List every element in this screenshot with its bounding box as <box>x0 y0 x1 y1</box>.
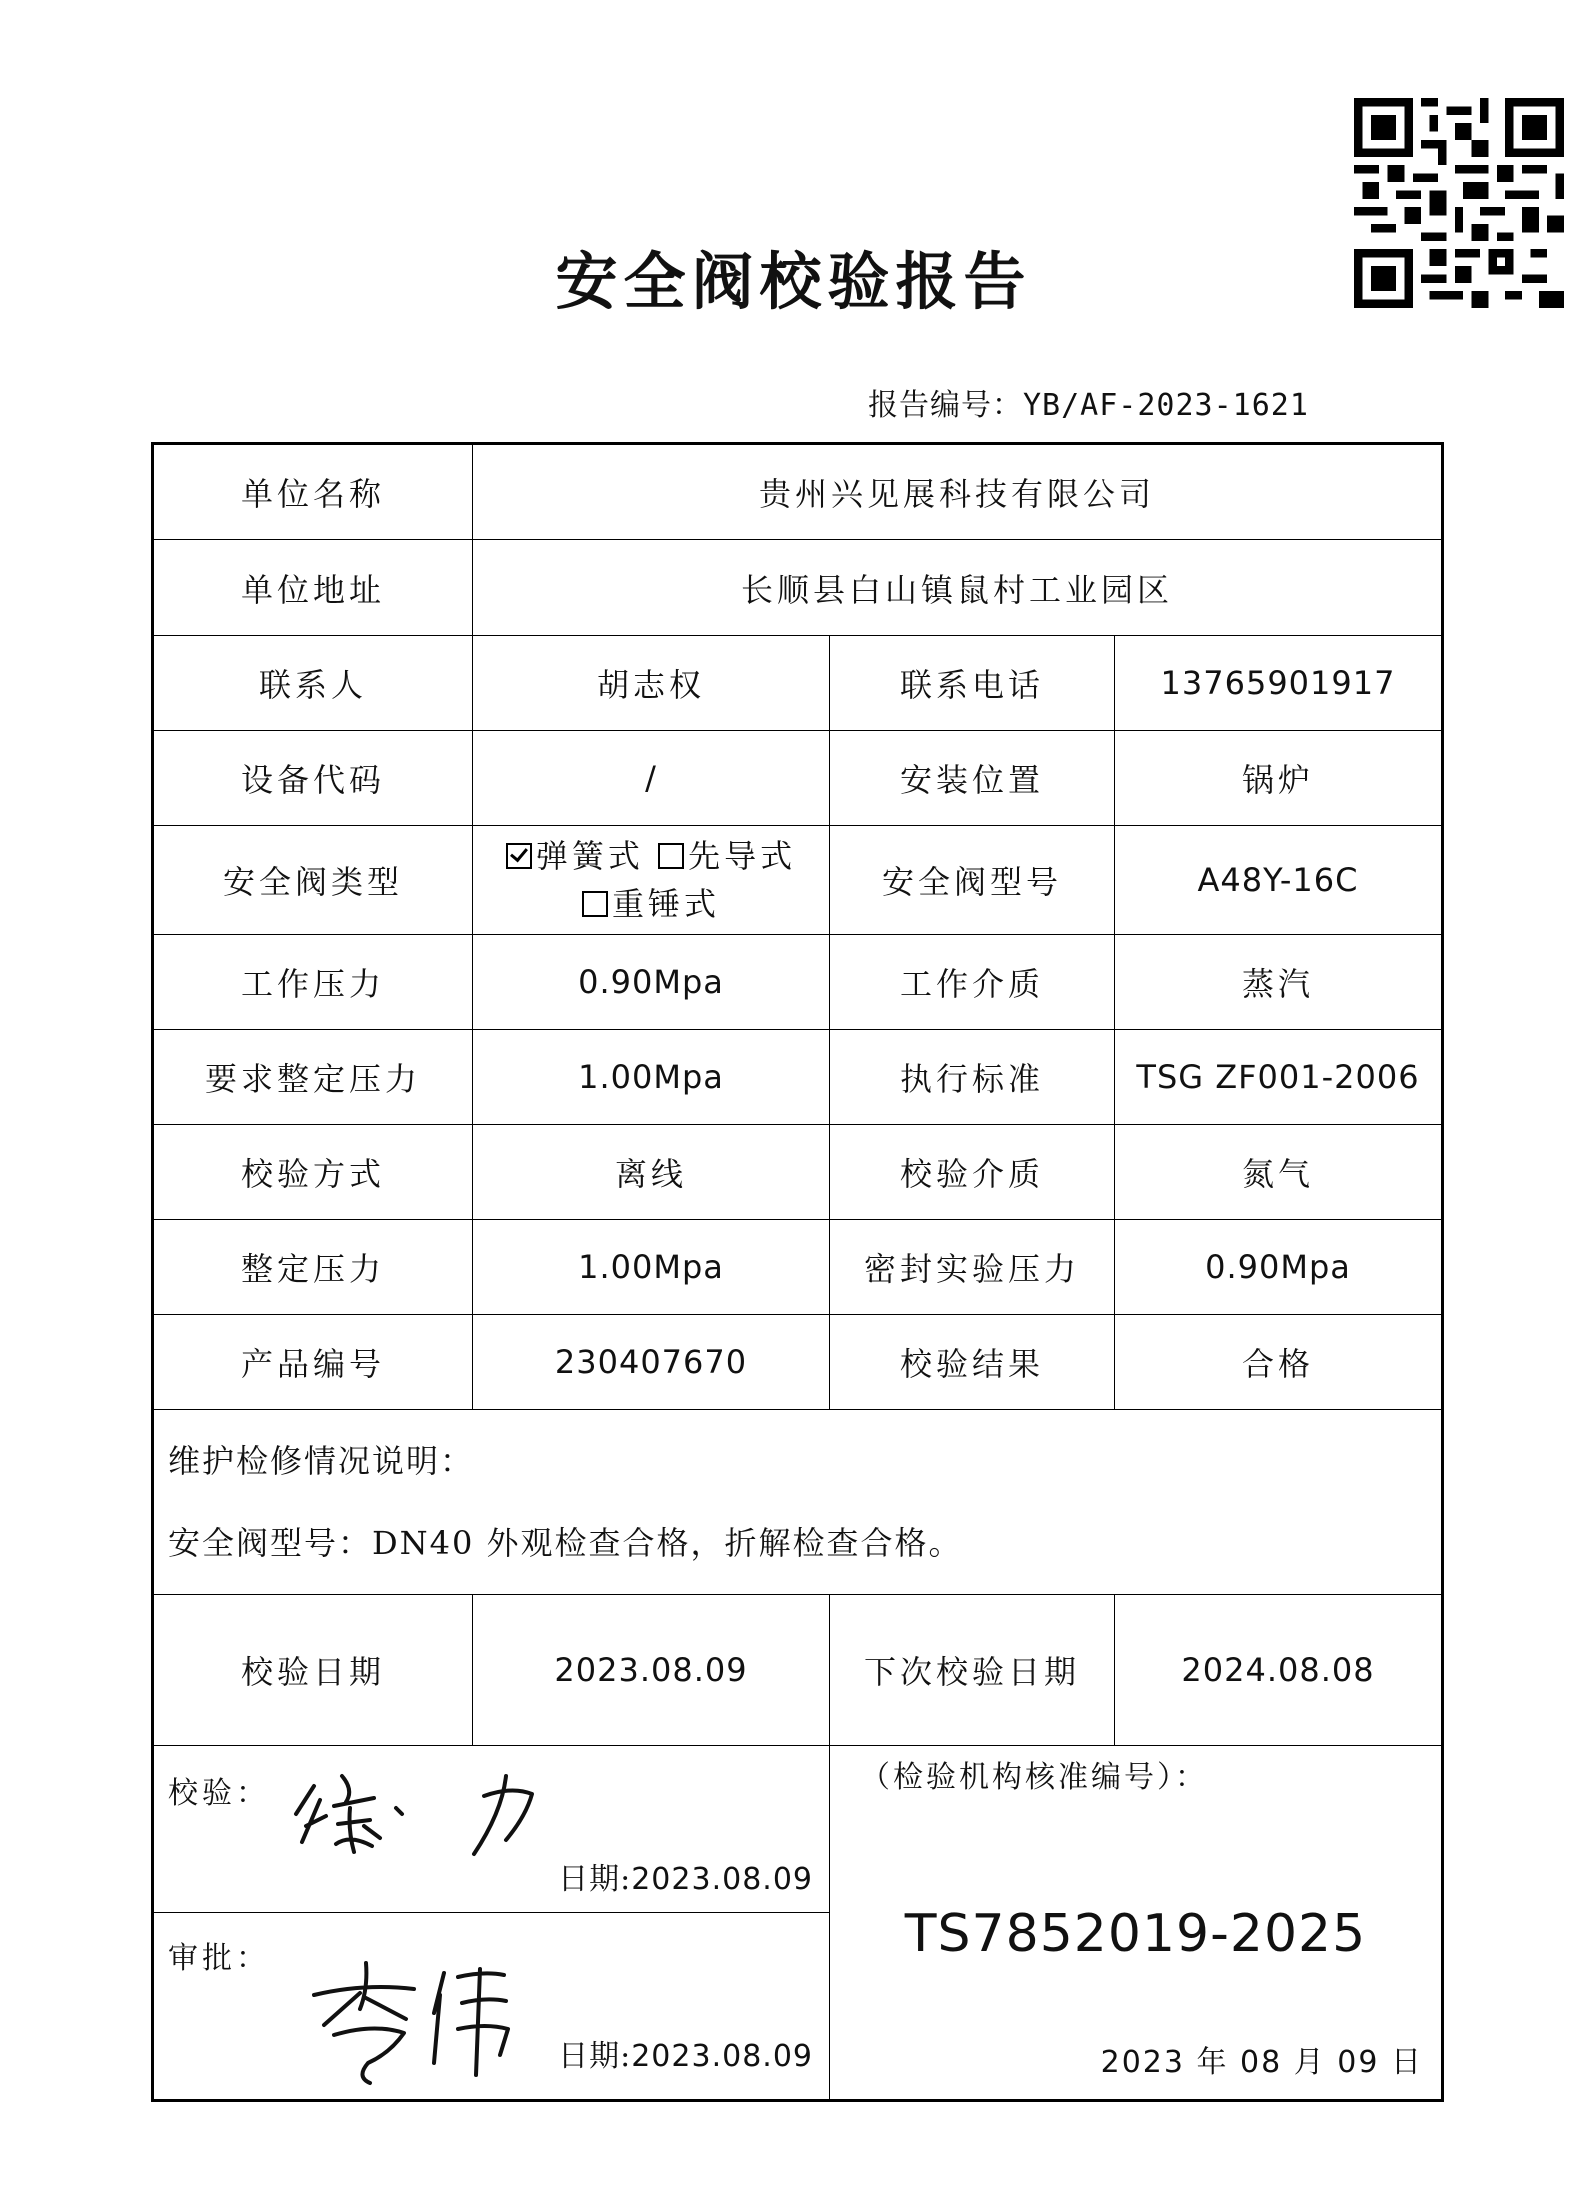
seal-pressure-label: 密封实验压力 <box>830 1220 1115 1315</box>
standard-label: 执行标准 <box>830 1030 1115 1125</box>
table-row <box>153 1030 1443 1125</box>
org-approval-code: TS7852019-2025 <box>904 1904 1367 1964</box>
checker-date: 日期:2023.08.09 <box>558 1862 813 1897</box>
inspection-org-block <box>830 1746 1443 2101</box>
standard-value: TSG ZF001-2006 <box>1115 1030 1443 1125</box>
table-row <box>153 1746 1443 1913</box>
seal-pressure-value: 0.90Mpa <box>1115 1220 1443 1315</box>
page-title: 安全阀校验报告 <box>555 245 1032 318</box>
set-pressure-label: 整定压力 <box>153 1220 473 1315</box>
table-row <box>153 1315 1443 1410</box>
valve-type-option-label: 重锤式 <box>611 885 720 923</box>
approver-signature-block <box>153 1913 830 2101</box>
next-check-date-value: 2024.08.08 <box>1115 1595 1443 1746</box>
table-row <box>153 1410 1443 1595</box>
table-row <box>153 444 1443 540</box>
phone-label: 联系电话 <box>830 636 1115 731</box>
unit-address-value: 长顺县白山镇鼠村工业园区 <box>473 540 1443 636</box>
set-pressure-value: 1.00Mpa <box>473 1220 830 1315</box>
work-medium-value: 蒸汽 <box>1115 935 1443 1030</box>
checkbox-unchecked-icon <box>658 843 684 869</box>
valve-type-option-label: 先导式 <box>688 837 797 875</box>
test-method-label: 校验方式 <box>153 1125 473 1220</box>
valve-type-option <box>506 837 644 875</box>
valve-type-options <box>473 826 830 935</box>
work-pressure-label: 工作压力 <box>153 935 473 1030</box>
test-medium-label: 校验介质 <box>830 1125 1115 1220</box>
valve-type-option <box>658 837 796 875</box>
install-location-value: 锅炉 <box>1115 731 1443 826</box>
notes-line: 安全阀型号：DN40 外观检查合格，折解检查合格。 <box>168 1524 963 1562</box>
required-set-pressure-label: 要求整定压力 <box>153 1030 473 1125</box>
table-row <box>153 540 1443 636</box>
table-row <box>153 935 1443 1030</box>
checker-label: 校验： <box>168 1776 270 1811</box>
valve-model-label: 安全阀型号 <box>830 826 1115 935</box>
unit-name-label: 单位名称 <box>153 444 473 540</box>
checkbox-unchecked-icon <box>582 891 608 917</box>
table-row <box>153 1595 1443 1746</box>
notes-heading: 维护检修情况说明： <box>168 1442 475 1480</box>
next-check-date-label: 下次校验日期 <box>830 1595 1115 1746</box>
work-medium-label: 工作介质 <box>830 935 1115 1030</box>
check-date-label: 校验日期 <box>153 1595 473 1746</box>
install-location-label: 安装位置 <box>830 731 1115 826</box>
maintenance-notes <box>153 1410 1443 1595</box>
contact-label: 联系人 <box>153 636 473 731</box>
report-number-label: 报告编号： <box>868 388 1023 423</box>
table-row <box>153 1125 1443 1220</box>
product-number-value: 230407670 <box>473 1315 830 1410</box>
check-date-value: 2023.08.09 <box>473 1595 830 1746</box>
unit-name-value: 贵州兴见展科技有限公司 <box>473 444 1443 540</box>
work-pressure-value: 0.90Mpa <box>473 935 830 1030</box>
valve-type-label: 安全阀类型 <box>153 826 473 935</box>
required-set-pressure-value: 1.00Mpa <box>473 1030 830 1125</box>
test-medium-value: 氮气 <box>1115 1125 1443 1220</box>
test-method-value: 离线 <box>473 1125 830 1220</box>
table-row <box>153 1220 1443 1315</box>
org-approval-label: （检验机构核准编号）： <box>860 1760 1208 1795</box>
report-number-value: YB/AF-2023-1621 <box>1023 388 1309 423</box>
product-number-label: 产品编号 <box>153 1315 473 1410</box>
approver-date: 日期:2023.08.09 <box>558 2039 813 2074</box>
table-row <box>153 731 1443 826</box>
phone-value: 13765901917 <box>1115 636 1443 731</box>
device-code-label: 设备代码 <box>153 731 473 826</box>
report-number <box>868 380 1309 424</box>
valve-type-option <box>582 885 720 923</box>
checkbox-checked-icon <box>506 843 532 869</box>
table-row <box>153 826 1443 935</box>
approver-label: 审批： <box>168 1941 270 1976</box>
test-result-label: 校验结果 <box>830 1315 1115 1410</box>
test-result-value: 合格 <box>1115 1315 1443 1410</box>
checker-signature <box>284 1756 644 1866</box>
unit-address-label: 单位地址 <box>153 540 473 636</box>
table-row <box>153 636 1443 731</box>
device-code-value: / <box>473 731 830 826</box>
org-date: 2023 年 08 月 09 日 <box>1100 2045 1423 2080</box>
inspection-form <box>151 442 1444 2102</box>
contact-value: 胡志权 <box>473 636 830 731</box>
valve-type-option-label: 弹簧式 <box>535 837 644 875</box>
checker-signature-block <box>153 1746 830 1913</box>
valve-model-value: A48Y-16C <box>1115 826 1443 935</box>
